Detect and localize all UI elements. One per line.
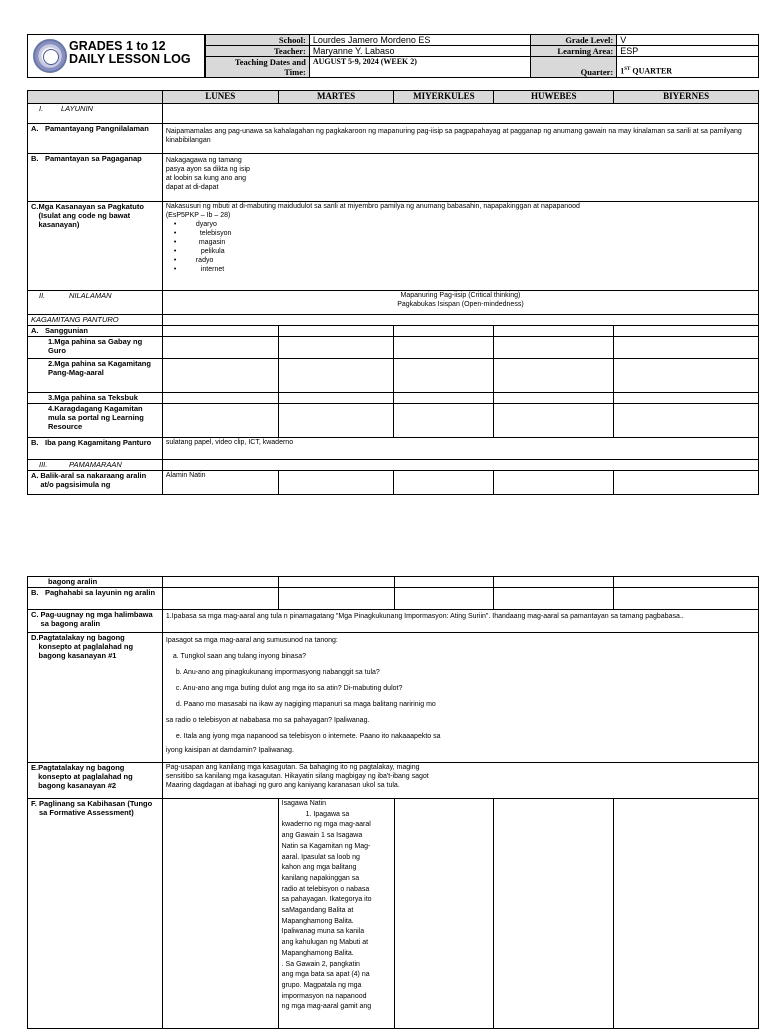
quarter-label: Quarter:	[531, 57, 617, 78]
row-b-content: Nakagagawa ng tamang pasya ayon sa dikta ng isip at loobin sa kung ano ang dapat at di-dapat	[162, 154, 758, 202]
day-header-huwebes: HUWEBES	[494, 91, 614, 104]
page-gap	[0, 520, 768, 574]
page-2	[0, 574, 768, 1024]
row-pagtatalakay-2-content: Pag-usapan ang kanilang mga kasagutan. Sa bahaging ito ng pagtalakay, maging sensitibo sa kanilang mga kasagutan. Hikayatin silang magbigay ng iba't-ibang sagot Maaring dagdagan at ibahagi ng guro ang kaniyang karanasan ukol sa tula.	[162, 763, 758, 799]
day-header-biyernes: BIYERNES	[614, 91, 759, 104]
grade-label: Grade Level:	[531, 35, 617, 46]
row-c-label: C. Mga Kasanayan sa Pagkatuto (Isulat ang code ng bawat kasanayan)	[28, 202, 163, 291]
section-layunin: I. LAYUNIN	[28, 104, 163, 124]
row-pag-uugnay-label: C. Pag-uugnay ng mga halimbawa sa bagong aralin	[28, 610, 163, 633]
list-item: • dyaryo	[174, 220, 755, 229]
section-nilalaman: II. NILALAMAN	[28, 291, 163, 315]
list-item: • telebisyon	[174, 229, 755, 238]
row-c-content: Nakasusuri ng mbuti at di-mabuting maidudulot sa sarili at miyembro pamilya ng anumang babasahin, napapakinggan at napapanood (EsP5PKP – Ib – 28) • dyaryo • telebisyon • magasin • pelikula • radyo • internet	[162, 202, 758, 291]
grade-value: V	[617, 35, 759, 46]
row-pagtatalakay-1-label: D. Pagtatalakay ng bagong konsepto at paglalahad ng bagong kasanayan #1	[28, 633, 163, 763]
row-pagtatalakay-1-content: Ipasagot sa mga mag-aaral ang sumusunod na tanong: a. Tungkol saan ang tulang inyong binasa? b. Anu-ano ang pinagkukunang impormasyong nabanggit sa tula? c. Anu-ano ang mga buting dulot ang mga ito sa atin? Di-mabuting dulot? d. Paano mo masasabi na ikaw ay nagiging mapanuri sa maga balitang naririnig mo sa radio o telebisyon at nababasa mo sa pahayagan? Ipaliwanag. e. Itala ang iyong mga napanood sa telebisyon o internete. Paano ito nakaaapekto sa iyong kaisipan at damdamin? Ipaliwanag.	[162, 633, 758, 763]
deped-seal-icon	[33, 39, 67, 73]
dates-value: AUGUST 5-9, 2024 (WEEK 2)	[309, 57, 531, 78]
row-gabay-label: 1.Mga pahina sa Gabay ng Guro	[28, 337, 163, 359]
row-portal-label: 4.Karagdagang Kagamitan mula sa portal ng Learning Resource	[28, 404, 163, 438]
nilalaman-content: Mapanuring Pag-iisip (Critical thinking) Pagkabukas Isispan (Open-mindedness)	[162, 291, 758, 315]
row-teksbuk-label: 3.Mga pahina sa Teksbuk	[28, 393, 163, 404]
area-label: Learning Area:	[531, 46, 617, 57]
row-paglinang-content: Isagawa Natin 1. Ipagawa sa kwaderno ng mga mag-aaral ang Gawain 1 sa Isagawa Natin sa Kagamitan ng Mag- aaral. Ipasulat sa loob ng kahon ang mga balitang kanilang napakinggan sa radio at telebisyon o nabasa sa pahayagan. Ikategorya ito saMagandang Balita at Mapanghamong Balita. Ipaliwanag muna sa kanila ang kahulugan ng Mabuti at Mapanghamong Balita. . Sa Gawain 2, pangkatin ang mga bata sa apat (4) na grupo. Magpatala ng mga impormasyon na napanood ng mga mag-aaral gamit ang	[278, 799, 394, 1029]
teacher-value: Maryanne Y. Labaso	[309, 46, 531, 57]
list-item: • magasin	[174, 238, 755, 247]
header-logo-box	[27, 34, 205, 78]
log-title: GRADES 1 to 12 DAILY LESSON LOG	[69, 39, 191, 66]
row-a-content: Naipamamalas ang pag-unawa sa kahalagahan ng pagkakaroon ng mapanuring pag-iisip sa pagpapahayag at pagganap ng anumang gawain na may kinalaman sa sarili at sa pamilyang kinabibilangan	[162, 124, 758, 154]
media-list	[166, 220, 755, 274]
list-item: • pelikula	[174, 247, 755, 256]
area-value: ESP	[617, 46, 759, 57]
row-pagtatalakay-2-label: E. Pagtatalakay ng bagong konsepto at paglalahad ng bagong kasanayan #2	[28, 763, 163, 799]
header-info-table	[205, 34, 759, 78]
row-iba-label: B. Iba pang Kagamitang Panturo	[28, 438, 163, 460]
row-kagamitan-label: 2.Mga pahina sa Kagamitang Pang-Mag-aaral	[28, 359, 163, 393]
row-a-label: A. Pamantayang Pangnilalaman	[28, 124, 163, 154]
school-label: School:	[206, 35, 310, 46]
row-pag-uugnay-content: 1.Ipabasa sa mga mag-aaral ang tula n pinamagatang "Mga Pinagkukunang Impormasyon: Ating Suriin". Ihandaang mag-aaral sa pamantayan sa tamang pagbabasa..	[162, 610, 758, 633]
day-header-martes: MARTES	[278, 91, 394, 104]
row-a-continued: bagong aralin	[28, 577, 163, 588]
dates-label: Teaching Dates and Time:	[206, 57, 310, 78]
section-pamamaraan: III. PAMAMARAAN	[28, 460, 163, 471]
section-kagamitan: KAGAMITANG PANTURO	[28, 315, 163, 326]
row-iba-content: sulatang papel, video clip, ICT, kwaderno	[162, 438, 758, 460]
day-header-lunes: LUNES	[162, 91, 278, 104]
list-item: • internet	[174, 265, 755, 274]
quarter-value: 1ST QUARTER	[617, 57, 759, 78]
row-paglinang-label: F. Paglinang sa Kabihasan (Tungo sa Formative Assessment)	[28, 799, 163, 1029]
row-sanggunian-label: A. Sanggunian	[28, 326, 163, 337]
day-header-miyerkules: MIYERKULES	[394, 91, 494, 104]
row-b-label: B. Pamantayan sa Pagaganap	[28, 154, 163, 202]
list-item: • radyo	[174, 256, 755, 265]
row-balik-aral-content: Alamin Natin	[162, 471, 278, 495]
lesson-table-page-1	[27, 90, 759, 495]
row-balik-aral-label: A. Balik-aral sa nakaraang aralin at/o pagsisimula ng	[28, 471, 163, 495]
row-paghahabi-label: B. Paghahabi sa layunin ng aralin	[28, 588, 163, 610]
school-value: Lourdes Jamero Mordeno ES	[309, 35, 531, 46]
teacher-label: Teacher:	[206, 46, 310, 57]
lesson-table-page-2	[27, 576, 759, 1029]
